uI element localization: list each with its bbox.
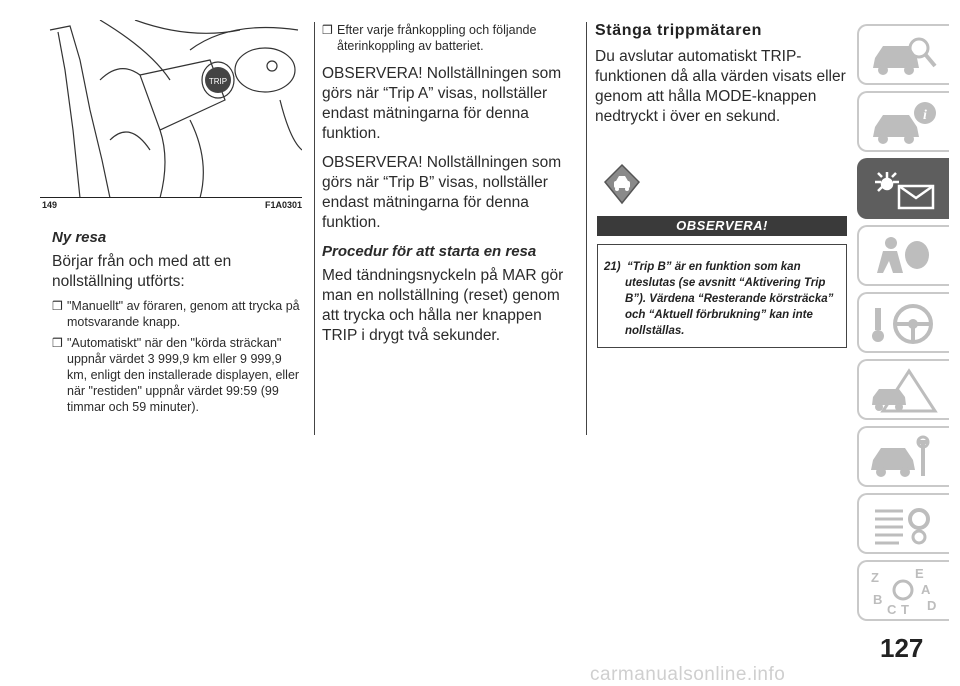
car-info-icon (869, 99, 939, 147)
tab-car-search[interactable] (857, 24, 949, 85)
car-search-icon (869, 32, 939, 80)
list-item (52, 335, 304, 415)
column-divider (586, 22, 587, 435)
column-3 (595, 22, 855, 127)
road-warning-icon (603, 163, 641, 210)
tab-steering[interactable] (857, 292, 949, 353)
start-trip-text: Med tändningsnyckeln på MAR gör man en nollställning (reset) genom att trycka och hålla ner knappen TRIP i drygt två sekunder. (322, 267, 564, 344)
warning-box (597, 216, 847, 356)
trip-button-illustration (40, 20, 302, 198)
checkbox-bullet-icon: ❒ (52, 336, 63, 350)
section-heading-new-trip: Ny resa (52, 229, 107, 246)
figure-code: F1A0301 (264, 200, 302, 210)
tab-index[interactable] (857, 560, 949, 621)
svg-text:D: D (927, 598, 937, 613)
airbag-icon (869, 233, 939, 281)
svg-text:E: E (915, 568, 924, 581)
list-item (52, 298, 304, 330)
index-icon (869, 568, 939, 616)
tab-airbag[interactable] (857, 225, 949, 286)
dashboard-lights-icon (869, 166, 939, 214)
warning-number: 21) (604, 261, 621, 273)
warning-title: OBSERVERA! (597, 216, 847, 236)
footer-watermark: carmanualsonline.info (590, 664, 786, 685)
svg-text:A: A (921, 582, 931, 597)
figure-number: 149 (42, 200, 58, 210)
tab-car-service[interactable] (857, 426, 949, 487)
svg-text:T: T (901, 602, 909, 616)
page-number: 127 (880, 633, 924, 663)
list-item (322, 22, 578, 54)
tab-warning-car[interactable] (857, 359, 949, 420)
warning-car-icon (869, 367, 939, 415)
chapter-tabs (857, 24, 949, 627)
checkbox-bullet-icon: ❒ (52, 299, 63, 313)
figure-caption (40, 197, 302, 211)
svg-text:C: C (887, 602, 897, 616)
svg-text:i: i (923, 108, 927, 123)
section-heading-start-trip: Procedur för att starta en resa (322, 243, 537, 260)
trip-label: TRIP (208, 77, 228, 86)
intro-text: Börjar från och med att en nollställning utförts: (52, 253, 232, 290)
note-trip-a: OBSERVERA! Nollställningen som görs när “Trip A” visas, nollställer endast mätningarna för denna funktion. (322, 65, 562, 142)
warning-text: “Trip B” är en funktion som kan uteslutas (se avsnitt “Aktivering Trip B”). Värdena “Resterande körsträcka” och “Aktuell förbrukning” kan inte nollställas. (625, 261, 834, 337)
steering-icon (869, 300, 939, 348)
svg-text:B: B (873, 592, 883, 607)
bullet-text: Efter varje frånkoppling och följande återinkoppling av batteriet. (337, 23, 537, 53)
section-heading-close-trip: Stänga trippmätaren (595, 22, 762, 39)
tab-car-info[interactable] (857, 91, 949, 152)
close-trip-text: Du avslutar automatiskt TRIP-funktionen då alla värden visats eller genom att hålla MODE-knappen nedtryckt i över en sekund. (595, 48, 846, 125)
column-1 (52, 229, 304, 420)
tab-specs[interactable] (857, 493, 949, 554)
svg-text:Z: Z (871, 570, 879, 585)
warning-body (597, 244, 847, 348)
bullet-text: "Automatiskt" när den "körda sträckan" uppnår värdet 3 999,9 km eller 9 999,9 km, enligt den installerade displayen, eller när "restiden" uppnår värdet 99:59 (99 timmar och 59 minuter). (67, 336, 300, 414)
checkbox-bullet-icon: ❒ (322, 23, 333, 37)
specs-icon (869, 501, 939, 549)
dashboard-figure (40, 20, 302, 198)
tab-dashboard-lights[interactable] (857, 158, 949, 219)
column-2 (322, 22, 578, 346)
bullet-text: "Manuellt" av föraren, genom att trycka på motsvarande knapp. (67, 299, 300, 329)
car-service-icon (869, 434, 939, 482)
column-divider (314, 22, 315, 435)
note-trip-b: OBSERVERA! Nollställningen som görs när “Trip B” visas, nollställer endast mätningarna för denna funktion. (322, 154, 562, 231)
